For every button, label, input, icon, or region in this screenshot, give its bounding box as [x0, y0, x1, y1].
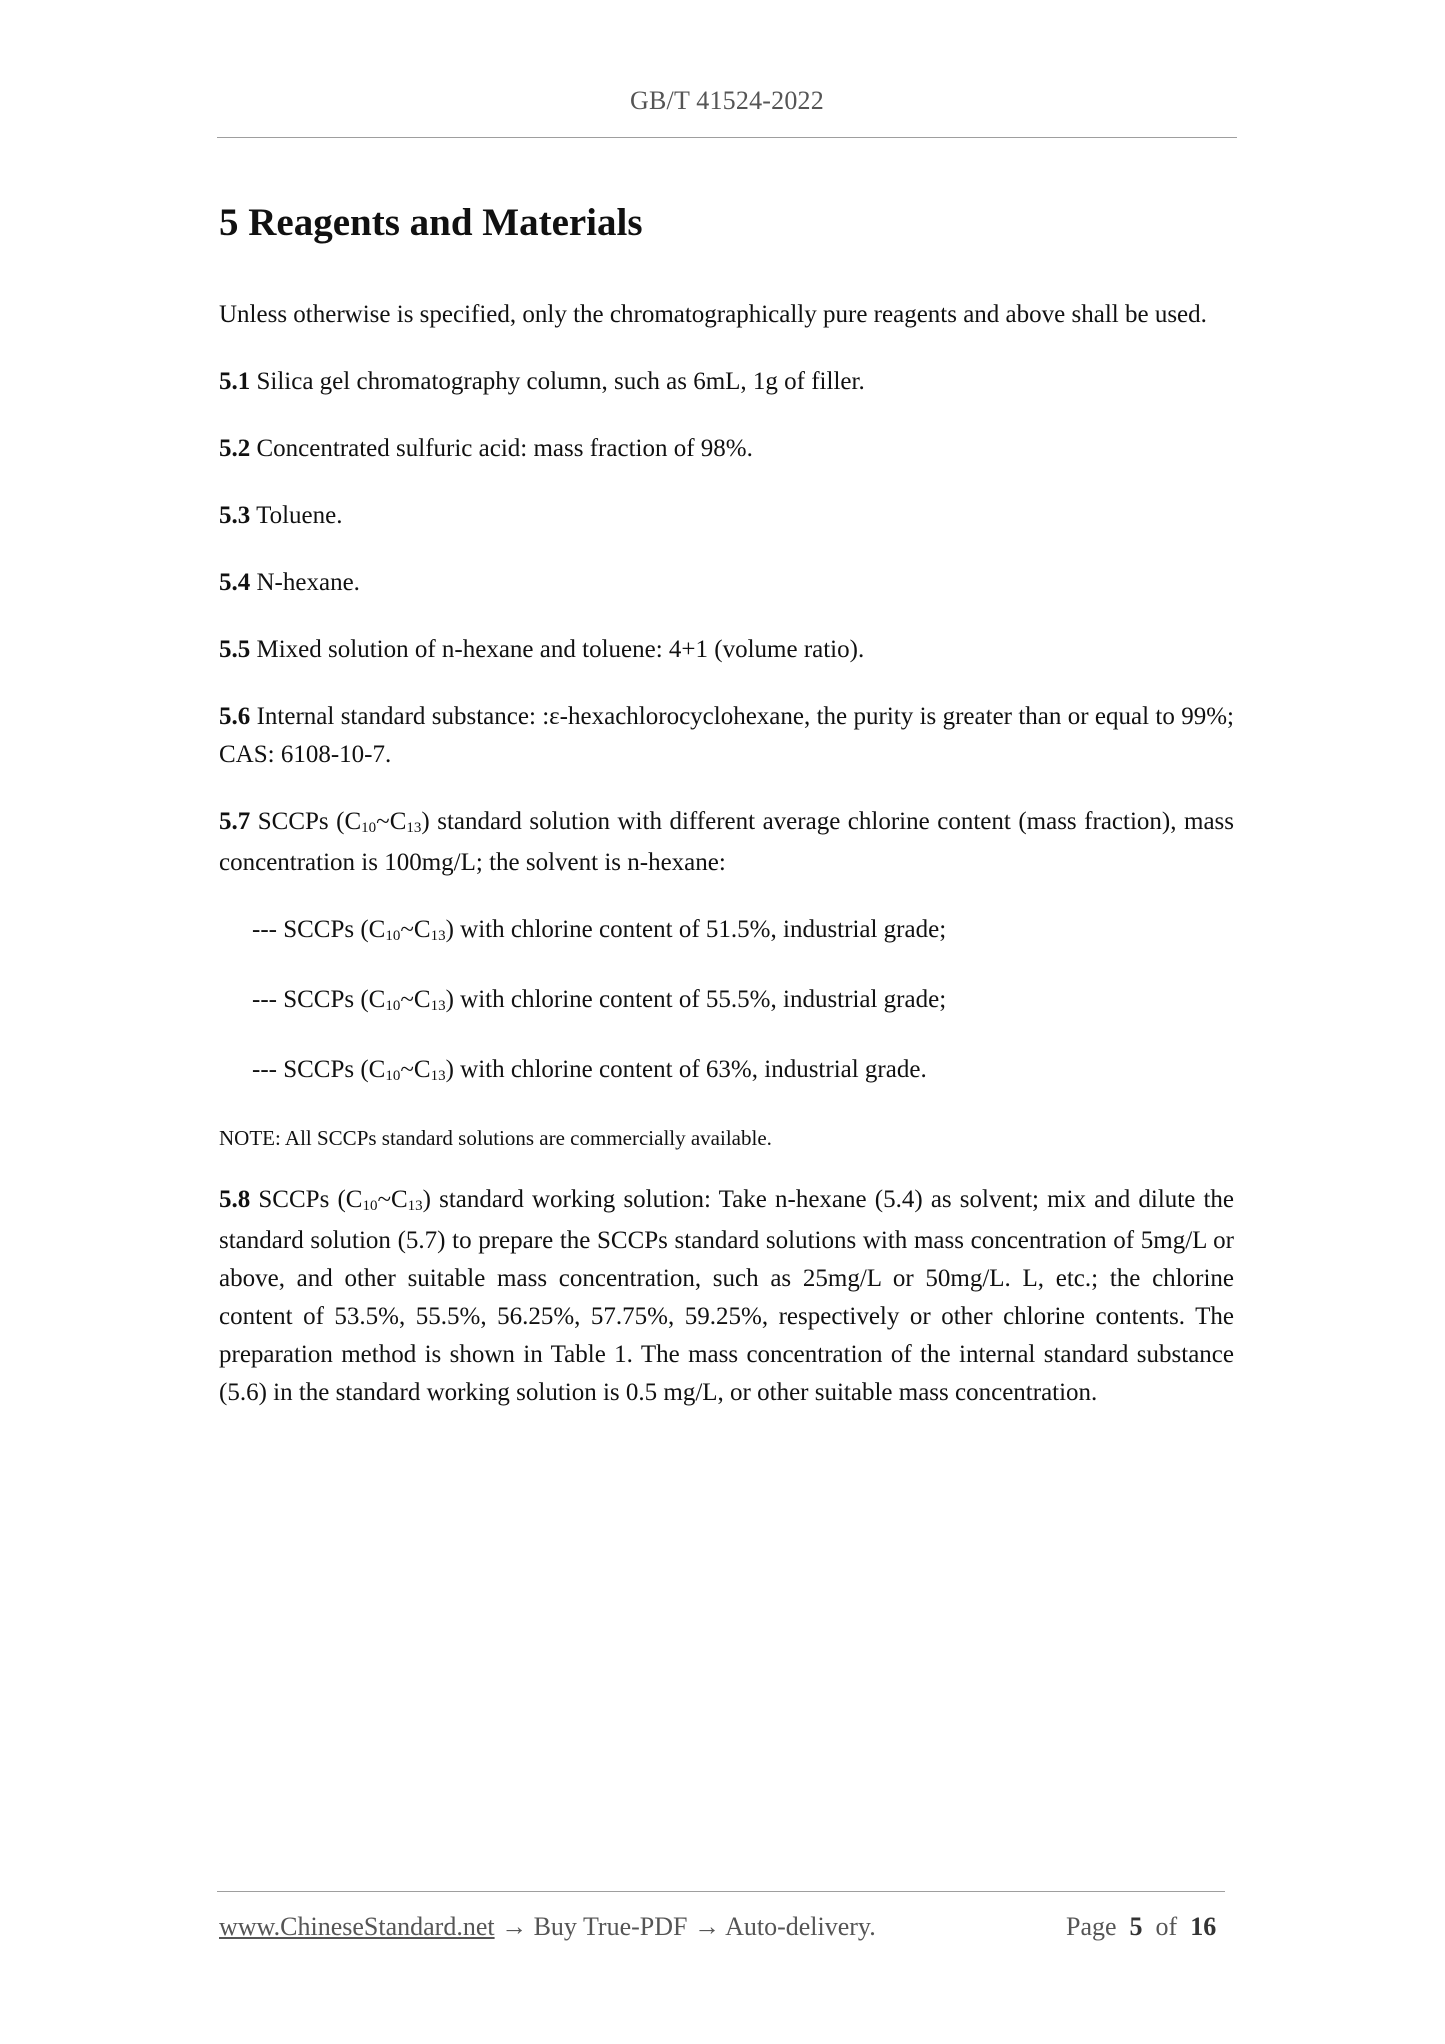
- subscript: 10: [362, 1198, 378, 1214]
- subscript: 13: [430, 1068, 446, 1084]
- document-body: [219, 196, 1234, 1441]
- item-text-pre: SCCPs (C: [257, 808, 362, 835]
- site-link[interactable]: www.ChineseStandard.net: [219, 1912, 495, 1941]
- page-header: GB/T 41524-2022: [630, 86, 824, 115]
- item-text: N-hexane.: [256, 569, 360, 596]
- item-5-8: [219, 1181, 1234, 1412]
- list-text-mid: ~C: [400, 916, 431, 943]
- list-text-post: ) with chlorine content of 63%, industrial grade.: [445, 1056, 927, 1083]
- intro-paragraph: Unless otherwise is specified, only the chromatographically pure reagents and above shall be used.: [219, 301, 1207, 328]
- arrow-icon: →: [501, 1912, 528, 1941]
- item-number: 5.3: [219, 502, 251, 529]
- item-text-post: ) standard working solution: Take n-hexane (5.4) as solvent; mix and dilute the standard solution (5.7) to prepare the SCCPs standard solutions with mass concentration of 5mg/L or above, and other suitable mass concentration, such as 25mg/L or 50mg/L. L, etc.; the chlorine content of 53.5%, 55.5%, 56.25%, 57.75%, 59.25%, respectively or other chlorine contents. The preparation method is shown in Table 1. The mass concentration of the internal standard substance (5.6) in the standard working solution is 0.5 mg/L, or other suitable mass concentration.: [219, 1186, 1235, 1406]
- section-title: 5 Reagents and Materials: [219, 201, 643, 244]
- item-number: 5.5: [219, 636, 251, 663]
- of-label: of: [1155, 1912, 1178, 1941]
- item-text: Internal standard substance: :ε-hexachlorocyclohexane, the purity is greater than or equal to 99%; CAS: 6108-10-7.: [219, 703, 1234, 768]
- subscript: 13: [406, 820, 422, 836]
- item-text-pre: SCCPs (C: [258, 1186, 363, 1213]
- list-item: [219, 1051, 1234, 1092]
- list-text-post: ) with chlorine content of 51.5%, industrial grade;: [445, 916, 947, 943]
- delivery-text: Auto-delivery.: [725, 1912, 876, 1941]
- item-5-7: [219, 803, 1234, 882]
- list-text-mid: ~C: [400, 986, 431, 1013]
- item-5-4: [219, 564, 1234, 602]
- list-text-pre: --- SCCPs (C: [252, 986, 386, 1013]
- subscript: 10: [385, 1068, 401, 1084]
- item-5-3: [219, 497, 1234, 535]
- item-number: 5.4: [219, 569, 251, 596]
- list-item: [219, 911, 1234, 952]
- list-item: [219, 981, 1234, 1022]
- page-number: 5: [1129, 1912, 1143, 1941]
- item-text-post: ) standard solution with different average chlorine content (mass fraction), mass concentration is 100mg/L; the solvent is n-hexane:: [219, 808, 1234, 876]
- subscript: 13: [430, 998, 446, 1014]
- item-text-mid: ~C: [376, 808, 407, 835]
- item-text: Mixed solution of n-hexane and toluene: 4+1 (volume ratio).: [256, 636, 865, 663]
- footer-promo: [219, 1912, 876, 1942]
- item-number: 5.1: [219, 368, 251, 395]
- buy-text: Buy True-PDF: [533, 1912, 688, 1941]
- subscript: 13: [407, 1198, 423, 1214]
- item-text: Concentrated sulfuric acid: mass fraction of 98%.: [256, 435, 753, 462]
- item-number: 5.6: [219, 703, 251, 730]
- page-total: 16: [1190, 1912, 1217, 1941]
- item-text: Silica gel chromatography column, such as 6mL, 1g of filler.: [256, 368, 865, 395]
- list-text-pre: --- SCCPs (C: [252, 1056, 386, 1083]
- subscript: 10: [361, 820, 377, 836]
- item-number: 5.2: [219, 435, 251, 462]
- item-5-6: [219, 698, 1234, 774]
- item-text: Toluene.: [256, 502, 343, 529]
- subscript: 13: [430, 928, 446, 944]
- item-5-5: [219, 631, 1234, 669]
- item-number: 5.7: [219, 808, 251, 835]
- page-indicator: [1066, 1912, 1216, 1942]
- arrow-icon: →: [694, 1912, 720, 1941]
- list-text-pre: --- SCCPs (C: [252, 916, 386, 943]
- footer-divider: [217, 1891, 1225, 1892]
- item-number: 5.8: [219, 1186, 251, 1213]
- item-text-mid: ~C: [377, 1186, 408, 1213]
- page-label: Page: [1066, 1912, 1117, 1941]
- header-divider: [217, 137, 1237, 138]
- item-5-2: [219, 430, 1234, 468]
- subscript: 10: [385, 928, 401, 944]
- item-5-1: [219, 363, 1234, 401]
- note: NOTE: All SCCPs standard solutions are commercially available.: [219, 1126, 772, 1150]
- subscript: 10: [385, 998, 401, 1014]
- list-text-mid: ~C: [400, 1056, 431, 1083]
- list-text-post: ) with chlorine content of 55.5%, industrial grade;: [445, 986, 947, 1013]
